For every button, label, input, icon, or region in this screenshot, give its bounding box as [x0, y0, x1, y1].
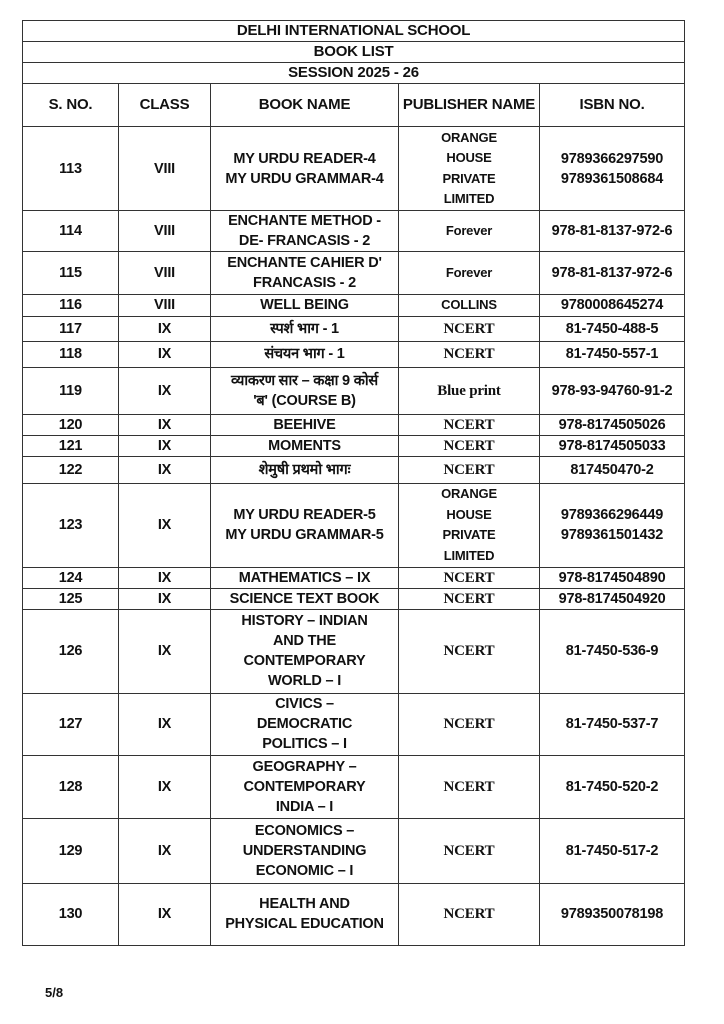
cell-isbn: [540, 588, 685, 609]
cell-book-name-line: शेमुषी प्रथमो भागः: [258, 461, 351, 478]
cell-publisher: [399, 127, 540, 211]
cell-book-name-line: WELL BEING: [260, 297, 349, 314]
cell-book-name-line: AND THE: [272, 633, 337, 649]
cell-sno: 128: [23, 755, 119, 818]
cell-publisher-line: PRIVATE: [442, 527, 496, 542]
cell-isbn-line: 978-93-94760-91-2: [551, 382, 673, 399]
cell-book-name-line: INDIA – I: [275, 798, 334, 815]
table-row: [23, 414, 685, 435]
cell-book-name-line: POLITICS – I: [262, 736, 347, 752]
cell-class: IX: [119, 483, 211, 567]
cell-publisher: [399, 316, 540, 341]
cell-book-name: [211, 588, 399, 609]
book-list-table: [22, 20, 685, 946]
cell-sno: 113: [23, 127, 119, 211]
page-number: 5/8: [45, 985, 64, 1000]
cell-isbn-line: 978-8174504890: [558, 569, 666, 586]
cell-book-name-line: DEMOCRATIC: [256, 716, 353, 732]
cell-publisher-line: HOUSE: [446, 150, 492, 165]
cell-publisher: [399, 295, 540, 317]
cell-book-name-line: MY URDU READER-5: [233, 507, 376, 523]
cell-sno: 115: [23, 252, 119, 295]
cell-book-name-line: HISTORY – INDIAN: [241, 613, 368, 629]
cell-isbn-line: 81-7450-517-2: [565, 842, 659, 859]
cell-publisher: [399, 483, 540, 567]
cell-publisher: [399, 818, 540, 883]
cell-class: VIII: [119, 295, 211, 317]
cell-isbn: [540, 456, 685, 483]
cell-book-name-line: ECONOMICS –: [254, 822, 355, 839]
cell-book-name-line: MATHEMATICS – IX: [238, 569, 371, 586]
cell-sno: 130: [23, 883, 119, 945]
cell-class: IX: [119, 414, 211, 435]
cell-book-name-line: ENCHANTE METHOD -: [228, 213, 381, 229]
cell-class: IX: [119, 609, 211, 693]
cell-isbn-line: 81-7450-557-1: [565, 346, 659, 362]
table-row: [23, 567, 685, 588]
col-isbn: ISBN NO.: [540, 84, 685, 127]
cell-class: IX: [119, 316, 211, 341]
cell-sno: 122: [23, 456, 119, 483]
table-row: [23, 883, 685, 945]
cell-class: IX: [119, 456, 211, 483]
cell-sno: 126: [23, 609, 119, 693]
cell-isbn: [540, 483, 685, 567]
cell-book-name-line: SCIENCE TEXT BOOK: [229, 590, 380, 607]
cell-book-name: [211, 456, 399, 483]
cell-publisher-line: Blue print: [437, 382, 501, 399]
cell-isbn: [540, 435, 685, 456]
table-row: [23, 818, 685, 883]
cell-book-name-line: UNDERSTANDING: [242, 842, 367, 859]
cell-isbn: [540, 367, 685, 414]
cell-book-name: [211, 883, 399, 945]
cell-book-name: [211, 818, 399, 883]
session: SESSION 2025 - 26: [23, 63, 685, 84]
cell-isbn: [540, 295, 685, 317]
cell-publisher: [399, 588, 540, 609]
cell-book-name: [211, 295, 399, 317]
cell-class: IX: [119, 367, 211, 414]
table-row: [23, 456, 685, 483]
cell-isbn-line: 978-81-8137-972-6: [551, 265, 673, 281]
cell-isbn: [540, 414, 685, 435]
cell-publisher: [399, 252, 540, 295]
cell-book-name-line: MY URDU GRAMMAR-4: [225, 170, 384, 187]
cell-publisher: [399, 367, 540, 414]
cell-isbn: [540, 211, 685, 252]
cell-publisher: [399, 341, 540, 367]
cell-isbn-line: 9780008645274: [560, 297, 664, 314]
table-row: [23, 609, 685, 693]
cell-class: IX: [119, 567, 211, 588]
cell-class: VIII: [119, 252, 211, 295]
cell-isbn: [540, 609, 685, 693]
cell-book-name: [211, 252, 399, 295]
cell-sno: 119: [23, 367, 119, 414]
cell-book-name: [211, 693, 399, 755]
cell-publisher: [399, 883, 540, 945]
cell-publisher-line: NCERT: [443, 437, 495, 454]
cell-sno: 123: [23, 483, 119, 567]
cell-sno: 116: [23, 295, 119, 317]
cell-book-name-line: व्याकरण सार – कक्षा 9 कोर्स: [230, 372, 378, 389]
col-publisher: PUBLISHER NAME: [399, 84, 540, 127]
cell-publisher-line: NCERT: [443, 346, 495, 362]
cell-book-name: [211, 367, 399, 414]
cell-publisher: [399, 435, 540, 456]
cell-class: IX: [119, 435, 211, 456]
cell-isbn: [540, 883, 685, 945]
cell-publisher-line: LIMITED: [443, 547, 495, 563]
cell-book-name-line: CIVICS –: [275, 696, 334, 712]
cell-sno: 117: [23, 316, 119, 341]
cell-sno: 114: [23, 211, 119, 252]
cell-publisher-line: NCERT: [443, 716, 495, 732]
table-row: [23, 483, 685, 567]
cell-class: VIII: [119, 127, 211, 211]
cell-publisher: [399, 755, 540, 818]
col-class: CLASS: [119, 84, 211, 127]
cell-publisher-line: NCERT: [443, 906, 495, 922]
cell-isbn-line: 978-8174505026: [558, 416, 666, 433]
table-row: [23, 316, 685, 341]
cell-sno: 124: [23, 567, 119, 588]
table-row: [23, 367, 685, 414]
cell-book-name-line: CONTEMPORARY: [243, 653, 366, 669]
cell-book-name-line: GEOGRAPHY –: [252, 758, 357, 775]
cell-book-name-line: WORLD – I: [267, 673, 342, 689]
table-row: [23, 252, 685, 295]
cell-class: IX: [119, 341, 211, 367]
cell-book-name: [211, 483, 399, 567]
cell-class: IX: [119, 818, 211, 883]
cell-sno: 127: [23, 693, 119, 755]
cell-sno: 118: [23, 341, 119, 367]
cell-publisher: [399, 414, 540, 435]
col-sno: S. NO.: [23, 84, 119, 127]
cell-class: VIII: [119, 211, 211, 252]
cell-publisher: [399, 609, 540, 693]
cell-publisher-line: Forever: [445, 264, 493, 280]
cell-book-name: [211, 609, 399, 693]
cell-book-name-line: FRANCASIS - 2: [253, 275, 356, 291]
cell-book-name-line: 'ब' (COURSE B): [253, 392, 356, 409]
cell-class: IX: [119, 693, 211, 755]
cell-book-name-line: ENCHANTE CAHIER D': [227, 255, 382, 271]
cell-isbn: [540, 341, 685, 367]
cell-book-name-line: HEALTH AND: [259, 896, 350, 912]
cell-book-name: [211, 567, 399, 588]
cell-book-name: [211, 341, 399, 367]
school-name: DELHI INTERNATIONAL SCHOOL: [23, 21, 685, 42]
cell-publisher-line: COLLINS: [441, 297, 497, 312]
cell-publisher-line: LIMITED: [443, 191, 495, 206]
cell-book-name: [211, 755, 399, 818]
table-row: [23, 435, 685, 456]
cell-isbn-line: 9789366297590: [560, 150, 664, 167]
cell-book-name-line: MOMENTS: [268, 437, 341, 454]
cell-publisher: [399, 693, 540, 755]
table-row: [23, 127, 685, 211]
cell-publisher-line: NCERT: [443, 461, 495, 478]
cell-class: IX: [119, 755, 211, 818]
cell-isbn-line: 81-7450-520-2: [565, 778, 659, 795]
cell-book-name-line: BEEHIVE: [273, 416, 336, 433]
cell-publisher-line: ORANGE: [441, 129, 497, 145]
cell-publisher-line: NCERT: [443, 320, 495, 337]
cell-isbn-line: 817450470-2: [570, 461, 654, 478]
table-row: [23, 693, 685, 755]
cell-sno: 129: [23, 818, 119, 883]
cell-isbn-line: 9789361501432: [560, 527, 664, 543]
cell-publisher-line: NCERT: [443, 569, 495, 586]
cell-publisher: [399, 211, 540, 252]
cell-sno: 125: [23, 588, 119, 609]
cell-book-name: [211, 435, 399, 456]
cell-sno: 120: [23, 414, 119, 435]
cell-book-name-line: संचयन भाग - 1: [264, 346, 345, 362]
cell-isbn-line: 9789350078198: [560, 906, 664, 922]
cell-class: IX: [119, 883, 211, 945]
cell-publisher-line: PRIVATE: [442, 170, 496, 186]
cell-book-name: [211, 414, 399, 435]
cell-publisher: [399, 567, 540, 588]
cell-isbn: [540, 693, 685, 755]
cell-isbn-line: 9789366296449: [560, 507, 664, 523]
table-row: [23, 341, 685, 367]
table-row: [23, 755, 685, 818]
cell-isbn-line: 9789361508684: [560, 170, 664, 187]
cell-isbn-line: 81-7450-488-5: [565, 320, 659, 337]
cell-publisher-line: ORANGE: [441, 486, 497, 501]
cell-sno: 121: [23, 435, 119, 456]
cell-book-name-line: CONTEMPORARY: [243, 778, 366, 795]
cell-publisher-line: NCERT: [443, 416, 495, 433]
cell-book-name-line: ECONOMIC – I: [255, 862, 354, 879]
cell-publisher-line: NCERT: [443, 643, 495, 659]
cell-isbn: [540, 567, 685, 588]
cell-book-name-line: MY URDU GRAMMAR-5: [225, 527, 384, 543]
cell-book-name-line: PHYSICAL EDUCATION: [225, 916, 384, 932]
list-title: BOOK LIST: [23, 42, 685, 63]
cell-publisher-line: NCERT: [443, 778, 495, 795]
cell-isbn-line: 978-81-8137-972-6: [551, 223, 673, 239]
cell-book-name-line: DE- FRANCASIS - 2: [238, 233, 371, 249]
table-row: [23, 295, 685, 317]
col-book-name: BOOK NAME: [211, 84, 399, 127]
cell-isbn: [540, 252, 685, 295]
cell-isbn-line: 81-7450-536-9: [565, 643, 659, 659]
cell-isbn: [540, 755, 685, 818]
cell-publisher-line: Forever: [445, 222, 493, 238]
cell-isbn-line: 81-7450-537-7: [565, 716, 659, 732]
table-row: [23, 211, 685, 252]
cell-book-name-line: MY URDU READER-4: [233, 150, 376, 167]
cell-class: IX: [119, 588, 211, 609]
cell-isbn-line: 978-8174504920: [558, 590, 666, 607]
cell-book-name: [211, 127, 399, 211]
cell-book-name: [211, 211, 399, 252]
cell-book-name-line: स्पर्श भाग - 1: [270, 320, 339, 337]
cell-publisher-line: NCERT: [443, 842, 495, 859]
cell-publisher-line: HOUSE: [446, 506, 492, 522]
cell-isbn: [540, 316, 685, 341]
cell-isbn-line: 978-8174505033: [558, 437, 666, 454]
cell-isbn: [540, 818, 685, 883]
cell-publisher-line: NCERT: [443, 590, 495, 607]
cell-book-name: [211, 316, 399, 341]
cell-isbn: [540, 127, 685, 211]
table-row: [23, 588, 685, 609]
cell-publisher: [399, 456, 540, 483]
